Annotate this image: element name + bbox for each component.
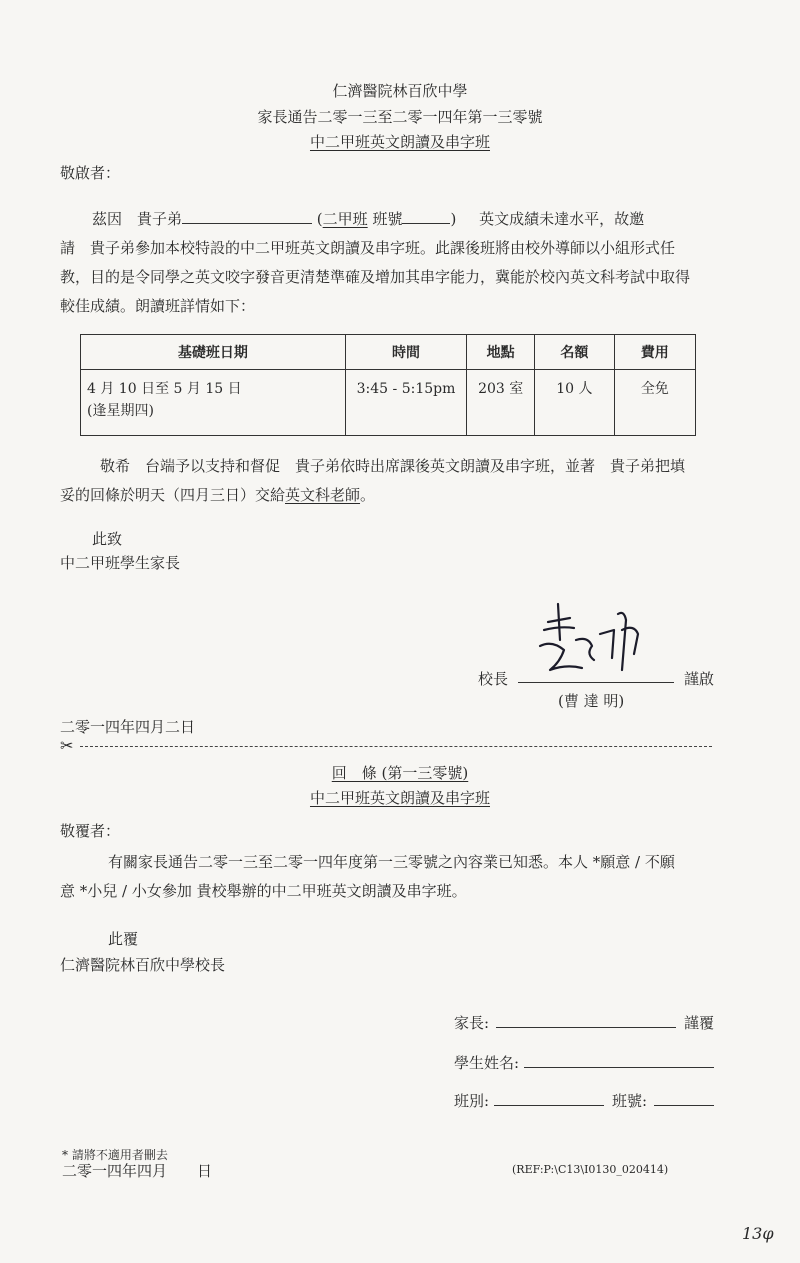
body2-line2-b: 。 xyxy=(360,486,376,504)
scissors-icon: ✂ xyxy=(60,736,74,755)
date-range: 4 月 10 日至 5 月 15 日 xyxy=(87,381,242,397)
reply-line2: 意 *小兒 / 小女參加 貴校舉辦的中二甲班英文朗讀及串字班。 xyxy=(60,882,467,900)
table-header-row xyxy=(81,335,696,370)
ci-fu: 此覆 xyxy=(108,930,139,948)
principal-label: 校長 xyxy=(478,670,509,688)
reply-title-text: 回 條 (第一三零號) xyxy=(331,764,469,782)
paren-open: ( xyxy=(316,210,323,228)
parent-label: 家長: xyxy=(454,1014,490,1032)
class-details-table xyxy=(80,334,696,436)
class-field[interactable] xyxy=(494,1105,604,1106)
signature-line xyxy=(518,682,674,683)
notice-date: 二零一四年四月二日 xyxy=(60,718,196,736)
cell-quota: 10 人 xyxy=(535,370,614,436)
intro-text: 茲因 貴子弟 xyxy=(92,210,183,228)
table-row xyxy=(81,370,696,436)
principal-name: (曹 達 明) xyxy=(558,692,625,710)
cell-time: 3:45 - 5:15pm xyxy=(345,370,466,436)
reply-title xyxy=(0,762,800,783)
body-paragraph-2 xyxy=(60,452,740,510)
reply-subject xyxy=(0,787,800,808)
footnote: * 請將不適用者刪去 xyxy=(62,1148,168,1162)
notice-subject xyxy=(0,131,800,152)
notice-number: 家長通告二零一三至二零一四年第一三零號 xyxy=(257,108,543,126)
header-time: 時間 xyxy=(345,335,466,370)
header-fee: 費用 xyxy=(614,335,695,370)
body-paragraph-1 xyxy=(60,205,740,321)
body1-line4: 較佳成績。朗讀班詳情如下： xyxy=(60,297,256,315)
notice-subject-text: 中二甲班英文朗讀及串字班 xyxy=(309,133,490,151)
class-no-label-reply: 班號: xyxy=(612,1092,648,1110)
reply-line1: 有關家長通告二零一三至二零一四年度第一三零號之內容業已知悉。本人 *願意 / 不願 xyxy=(108,853,675,871)
parent-signature-field[interactable] xyxy=(496,1027,676,1028)
class-no-field[interactable] xyxy=(654,1105,714,1106)
cell-place: 203 室 xyxy=(467,370,535,436)
reply-paragraph xyxy=(60,848,740,906)
reply-salutation: 敬覆者： xyxy=(60,822,121,840)
class-name: 二甲班 xyxy=(322,210,368,228)
principal-signature-icon xyxy=(530,600,650,680)
page-mark: 13φ xyxy=(742,1224,774,1243)
class-no-blank xyxy=(402,209,450,224)
cell-fee: 全免 xyxy=(614,370,695,436)
student-name-field[interactable] xyxy=(524,1067,714,1068)
respect-closing: 謹啟 xyxy=(684,670,715,688)
body2-line2-a: 妥的回條於明天（四月三日）交給 xyxy=(60,486,286,504)
header-date: 基礎班日期 xyxy=(81,335,346,370)
class-label: 班別: xyxy=(454,1092,490,1110)
reference-code: (REF:P:\C13\I0130_020414) xyxy=(512,1163,669,1176)
header-quota: 名額 xyxy=(535,335,614,370)
english-teacher: 英文科老師 xyxy=(285,486,361,504)
student-name-label: 學生姓名: xyxy=(454,1054,520,1072)
body1-line2: 請 貴子弟參加本校特設的中二甲班英文朗讀及串字班。此課後班將由校外導師以小組形式任 xyxy=(60,239,676,257)
addressee: 中二甲班學生家長 xyxy=(60,554,181,572)
student-name-blank xyxy=(182,209,312,224)
parent-respect: 謹覆 xyxy=(684,1014,715,1032)
school-name: 仁濟醫院林百欣中學 xyxy=(332,82,468,100)
body2-line1: 敬希 台端予以支持和督促 貴子弟依時出席課後英文朗讀及串字班，並著 貴子弟把填 xyxy=(100,457,686,475)
date-note: (逢星期四) xyxy=(87,403,154,419)
cut-line xyxy=(80,746,712,747)
ci-zhi: 此致 xyxy=(92,530,123,548)
line1-rest: 英文成績未達水平，故邀 xyxy=(479,210,645,228)
cell-date xyxy=(81,370,346,436)
class-no-label: 班號 xyxy=(372,210,403,228)
reply-date: 二零一四年四月 日 xyxy=(62,1162,213,1180)
reply-addressee: 仁濟醫院林百欣中學校長 xyxy=(60,956,226,974)
header-place: 地點 xyxy=(467,335,535,370)
salutation: 敬啟者： xyxy=(60,164,121,182)
paren-close: ) xyxy=(450,210,457,228)
reply-subject-text: 中二甲班英文朗讀及串字班 xyxy=(309,789,490,807)
body1-line3: 教，目的是令同學之英文咬字發音更清楚準確及增加其串字能力，冀能於校內英文科考試中取得 xyxy=(60,268,691,286)
